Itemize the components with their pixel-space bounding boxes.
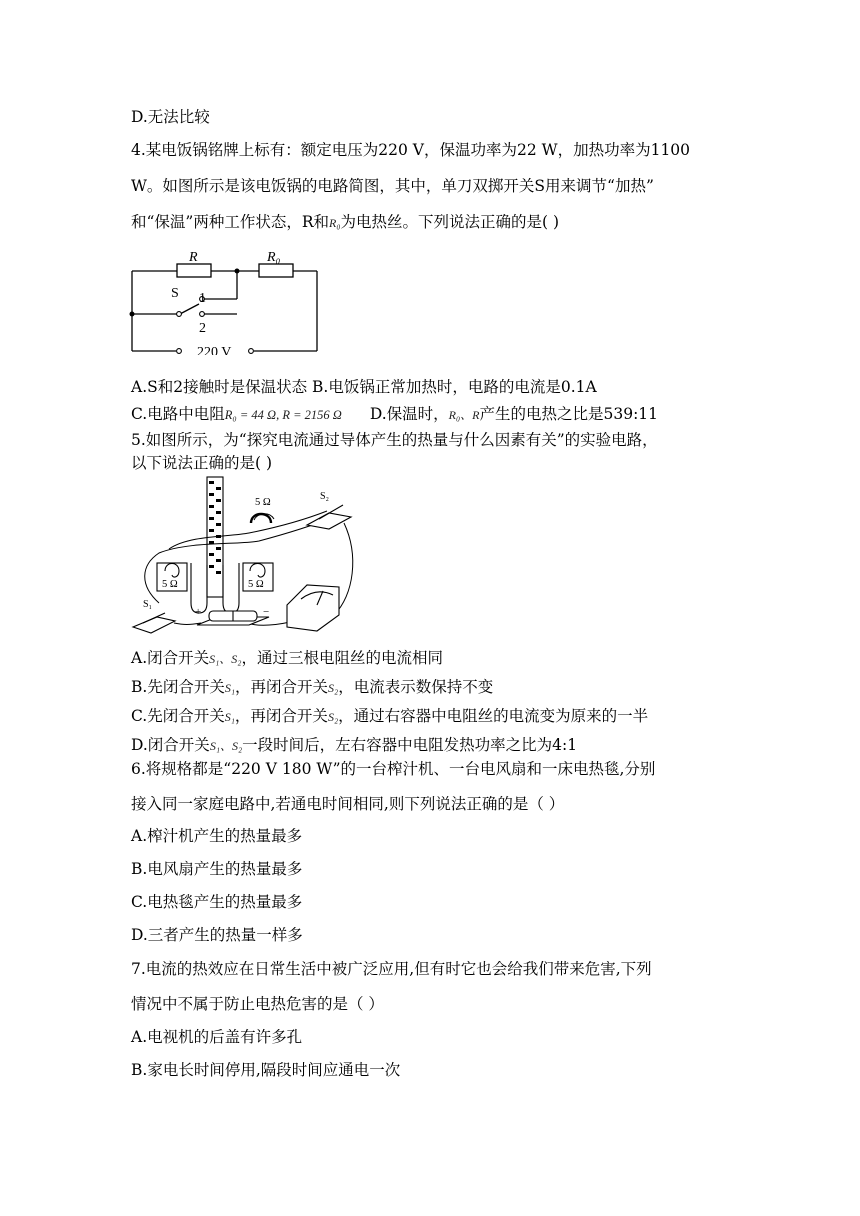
- q5-option-c: [131, 706, 648, 727]
- q5-label-right-r: 5 Ω: [248, 579, 264, 590]
- q5-label-s2: S₂: [320, 491, 330, 502]
- q4-stem-line-2: W。如图所示是该电饭锅的电路简图，其中，单刀双掷开关S用来调节“加热”: [131, 177, 654, 195]
- q5-option-c-text: C.先闭合开关: [131, 707, 225, 725]
- q7-stem-line-2: 情况中不属于防止电热危害的是（ ）: [131, 995, 384, 1013]
- q6-option-b: B.电风扇产生的热量最多: [131, 860, 303, 878]
- q5-top-resistor: [251, 514, 271, 523]
- q4-label-r0: R₀: [267, 250, 281, 265]
- q5-option-c-s1: S₁: [224, 710, 235, 724]
- q4-stem-line-1: 4.某电饭锅铭牌上标有：额定电压为220 V，保温功率为22 W，加热功率为1100: [131, 141, 691, 159]
- q4-option-d-text: D.保温时，: [369, 405, 449, 423]
- q5-option-a-symbols: S₁、S₂: [209, 652, 242, 666]
- q5-option-b-s1: S₁: [224, 681, 235, 695]
- q5-label-plus: +: [195, 606, 202, 618]
- q5-option-c-text-2: ，通过右容器中电阻丝的电流变为原来的一半: [338, 707, 649, 725]
- q4-r0-symbol: R₀: [329, 216, 341, 230]
- q5-option-b: [131, 677, 493, 698]
- q5-option-d-symbols: S₁、S₂: [209, 739, 243, 753]
- q5-option-d: [131, 735, 577, 756]
- q7-option-a: A.电视机的后盖有许多孔: [131, 1028, 303, 1046]
- q5-label-top-r: 5 Ω: [255, 497, 271, 508]
- q5-switch-s2: [307, 505, 351, 529]
- q5-option-b-s2: S₂: [328, 681, 339, 695]
- q4-stem-line-3: [131, 212, 559, 233]
- q4-option-d-symbols: R₀、R: [448, 408, 480, 422]
- q4-circuit-diagram: [127, 250, 327, 355]
- q6-option-d: D.三者产生的热量一样多: [131, 926, 303, 944]
- q4-option-c-formula: R₀ = 44 Ω, R = 2156 Ω: [224, 408, 342, 422]
- q4-options-cd: [131, 404, 658, 425]
- q4-label-r: R: [189, 250, 198, 265]
- q4-stem-3a: 和“保温”两种工作状态，R和: [131, 213, 330, 231]
- q4-label-voltage: 220 V: [197, 345, 232, 355]
- q5-stem-line-2: 以下说法正确的是( ): [131, 454, 273, 472]
- q4-option-d-text-2: 产生的电热之比是539:11: [479, 405, 659, 423]
- q5-label-s1: S₁: [143, 599, 153, 610]
- q5-ammeter: [287, 585, 339, 631]
- q4-label-s: S: [171, 286, 179, 301]
- q4-option-c-text: C.电路中电阻: [131, 405, 225, 423]
- q5-option-a-text: A.闭合开关: [131, 649, 210, 667]
- q5-option-b-text-2: ，电流表示数保持不变: [338, 678, 494, 696]
- q3-option-d: D.无法比较: [131, 108, 210, 126]
- q4-label-1: 1: [199, 291, 206, 306]
- q5-option-c-s2: S₂: [327, 710, 339, 724]
- q5-label-minus: −: [263, 606, 270, 618]
- q7-option-b: B.家电长时间停用,隔段时间应通电一次: [131, 1061, 401, 1079]
- q5-option-d-text: D.闭合开关: [131, 736, 210, 754]
- q4-resistor-r0: [259, 264, 293, 277]
- q5-label-left-r: 5 Ω: [162, 579, 178, 590]
- q5-experiment-diagram: [129, 475, 361, 641]
- q4-options-ab: A.S和2接触时是保温状态 B.电饭锅正常加热时，电路的电流是0.1A: [131, 378, 597, 396]
- q5-option-b-mid: ，再闭合开关: [235, 678, 329, 696]
- q6-option-a: A.榨汁机产生的热量最多: [131, 827, 303, 845]
- q5-option-a-text-2: ，通过三根电阻丝的电流相同: [241, 649, 443, 667]
- q5-stem-line-1: 5.如图所示，为“探究电流通过导体产生的热量与什么因素有关”的实验电路，: [131, 431, 658, 449]
- q4-stem-3b: 为电热丝。下列说法正确的是( ): [340, 213, 560, 231]
- q4-label-2: 2: [199, 321, 206, 336]
- q5-switch-s1: [133, 613, 175, 633]
- q6-stem-line-1: 6.将规格都是“220 V 180 W”的一台榨汁机、一台电风扇和一床电热毯,分别: [131, 760, 656, 778]
- q5-option-b-text: B.先闭合开关: [131, 678, 225, 696]
- q7-stem-line-1: 7.电流的热效应在日常生活中被广泛应用,但有时它也会给我们带来危害,下列: [131, 960, 652, 978]
- q4-switch-pivot: [177, 312, 182, 317]
- q6-stem-line-2: 接入同一家庭电路中,若通电时间相同,则下列说法正确的是（ ）: [131, 795, 565, 813]
- q6-option-c: C.电热毯产生的热量最多: [131, 893, 303, 911]
- q5-option-c-mid: ，再闭合开关: [234, 707, 328, 725]
- q5-option-a: [131, 648, 443, 669]
- q4-resistor-r: [177, 264, 211, 277]
- q5-option-d-text-2: 一段时间后，左右容器中电阻发热功率之比为4:1: [242, 736, 578, 754]
- q5-battery: [197, 611, 269, 625]
